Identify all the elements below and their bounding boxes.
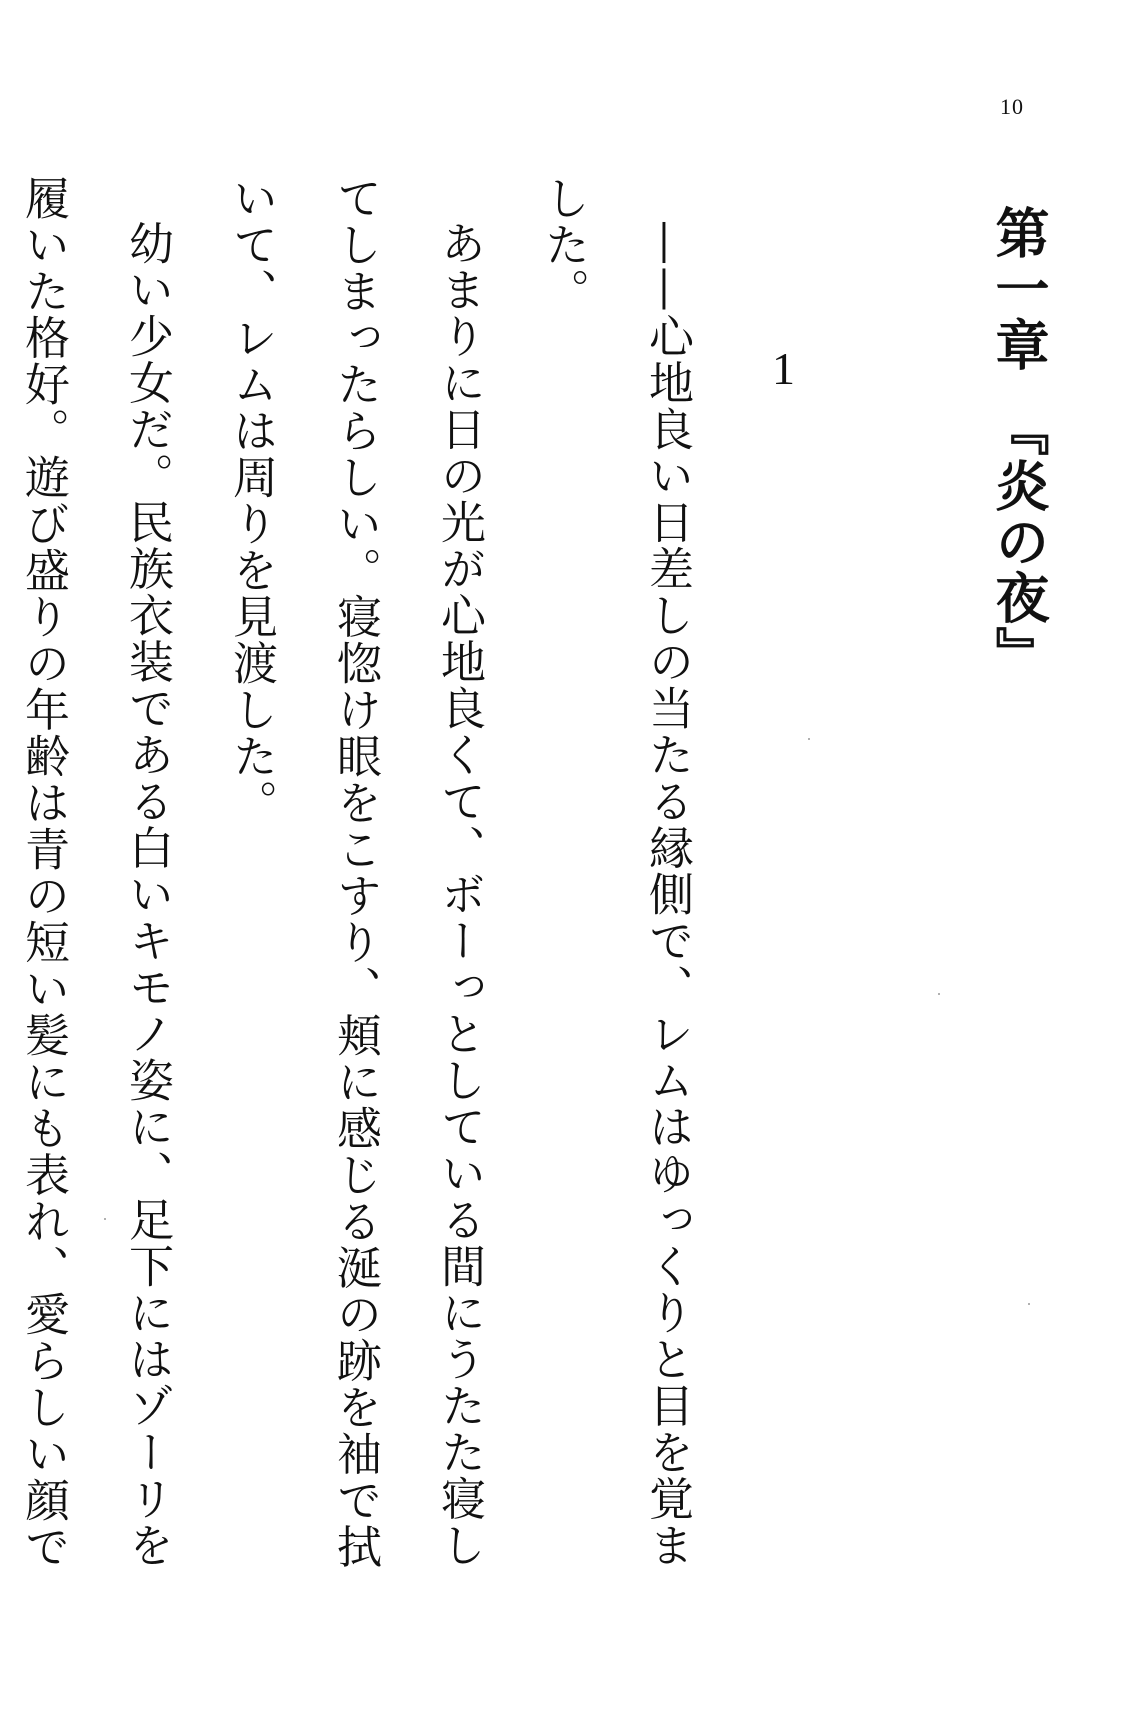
paragraph: ——心地良い日差しの当たる縁側で、レムはゆっくりと目を覚ました。 [537,175,694,1569]
body-text [0,175,719,1605]
scan-speck [938,993,940,995]
page-number: 10 [1000,94,1024,119]
scan-speck [1028,1303,1030,1305]
scan-speck [808,738,810,740]
scan-speck [104,1218,106,1220]
paragraph: あまりに日の光が心地良くて、ボーっとしている間にうたた寝してしまったらしい。寝惚け眼をこすり、頬に感じる涎の跡を袖で拭いて、レムは周りを見渡した。 [225,175,486,1570]
section-number: 1 [772,343,795,394]
paragraph: 幼い少女だ。民族衣装である白いキモノ姿に、足下にはゾーリを履いた格好。遊び盛りの年齢は青の短い髪にも表れ、愛らしい顔で [17,175,174,1570]
chapter-title: 第一章 『炎の夜』 [987,205,1051,682]
